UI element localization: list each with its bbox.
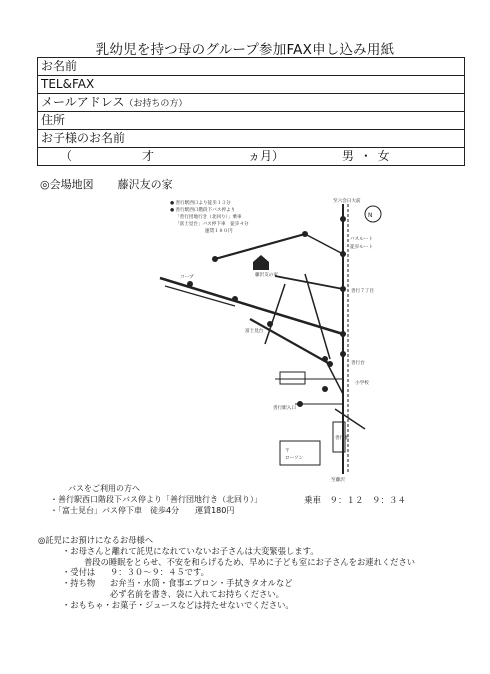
- venue-map: [155, 194, 395, 484]
- bottom-road-label: 至藤沢: [331, 478, 345, 483]
- legend-line-4: 「富士見台」バス停下車 徒歩４分: [175, 222, 249, 227]
- notice-item-2: 普段の睡眠をとらせ、不安を和らげるため、早めに子ども室にお子さんをお連れください: [84, 556, 416, 567]
- child-name-field[interactable]: [38, 130, 464, 148]
- station-entrance-label: 善行駅入口: [273, 406, 296, 411]
- age-months-label: ヵ月）: [248, 149, 285, 163]
- school-label: 小学校: [355, 381, 369, 386]
- legend-line-2: ● 善行駅西口階段下バス停より: [170, 208, 236, 213]
- notice-item-6: ・おもちゃ・お菓子・ジュースなどは持たせないでください。: [62, 599, 294, 610]
- map-heading-label: ◎会場地図: [40, 178, 94, 191]
- notice-item-3-value: ９：３０～９：４５です。: [110, 567, 209, 578]
- email-field[interactable]: [38, 94, 464, 112]
- email-label: メールアドレス: [41, 95, 125, 109]
- bus-info: [50, 483, 262, 516]
- application-form: [37, 57, 465, 166]
- name-label: お名前: [41, 59, 78, 73]
- bus-heading: バスをご利用の方へ: [68, 484, 140, 493]
- coop-label: コープ: [180, 275, 194, 280]
- bus-route-label: バスルート: [350, 237, 373, 242]
- notice-item-5: 必ず名前を書き、袋に入れてお持ちください。: [110, 588, 284, 599]
- lawson-label: ローソン: [285, 456, 304, 461]
- notice-item-3-label: ・受付は: [62, 567, 96, 578]
- post-label: 〒: [285, 449, 290, 454]
- station-label: 善行駅: [335, 436, 349, 441]
- bus-line-1: ・善行駅西口階段下バス停より「善行団地行き（北回り）」: [50, 495, 262, 504]
- page-title: 乳幼児を持つ母のグループ参加FAX申し込み用紙: [95, 42, 395, 58]
- top-road-label: 至六会日大前: [333, 199, 361, 204]
- walk-route-label: 徒歩ルート: [350, 245, 373, 250]
- notice-item-1: ・お母さんと離れて託児になれていないお子さんは大変緊張します。: [62, 545, 319, 556]
- age-years-label: 才: [142, 149, 155, 163]
- gender-options[interactable]: 男 ・ 女: [342, 149, 391, 163]
- child-name-label: お子様のお名前: [41, 131, 126, 145]
- map-heading: [40, 176, 173, 192]
- bus-time: 乗車 ９：１２ ９：３４: [304, 496, 407, 506]
- legend-line-5: 運賃１８０円: [205, 229, 233, 234]
- zenkou-7-label: 善行７丁目: [351, 289, 374, 294]
- north-label: N: [368, 212, 373, 219]
- legend-line-1: ● 善行駅西口より徒歩１３分: [170, 201, 231, 206]
- notice-item-4-label: ・持ち物: [62, 578, 96, 589]
- age-open-paren: （: [60, 149, 73, 163]
- bus-line-2: ・「富士見台」バス停下車 徒歩4分 運賃180円: [50, 506, 235, 515]
- notice-heading: ◎託児にお預けになるお母様へ: [38, 535, 154, 545]
- legend-line-3: 「善行団地行き（北回り）」乗車: [175, 215, 242, 220]
- venue-map-label: 藤沢友の家: [255, 273, 278, 278]
- house-icon: [253, 255, 269, 270]
- zenkou-dai-label: 善行台: [351, 361, 365, 366]
- address-label: 住所: [41, 113, 66, 127]
- road-north: [215, 234, 305, 259]
- notice-item-4-value: お弁当・水筒・食事エプロン・手拭きタオルなど: [110, 578, 293, 589]
- email-note: （お持ちの方）: [124, 99, 188, 109]
- childcare-notice: [38, 535, 415, 611]
- child-age-field[interactable]: [38, 148, 464, 165]
- venue-name: 藤沢友の家: [117, 178, 173, 191]
- name-field[interactable]: [38, 58, 464, 76]
- address-field[interactable]: [38, 112, 464, 130]
- telfax-label: TEL&FAX: [41, 77, 95, 91]
- telfax-field[interactable]: [38, 76, 464, 94]
- road-west: [160, 278, 343, 334]
- fujimidai-label: 富士見台: [245, 329, 264, 334]
